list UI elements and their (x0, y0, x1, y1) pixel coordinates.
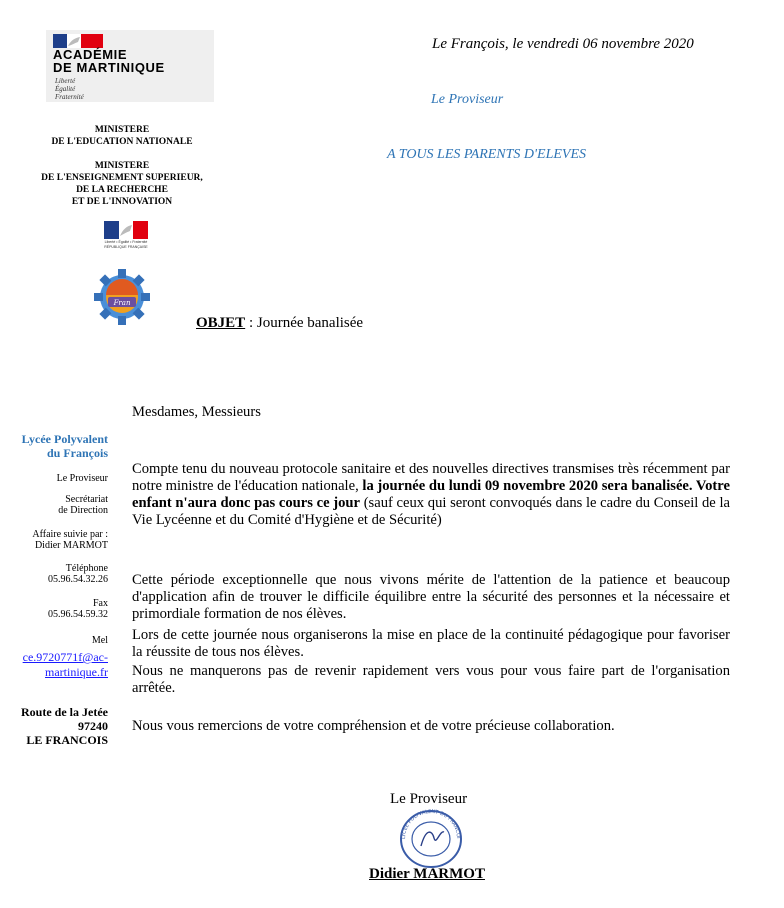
academy-logo (46, 30, 214, 102)
rf-caption: Liberté • Égalité • Fraternité RÉPUBLIQUE FRANÇAISE (104, 240, 148, 249)
recipient-title: A TOUS LES PARENTS D'ELEVES (387, 147, 587, 162)
marianne-flag-icon (53, 34, 103, 48)
place-and-date: Le François, le vendredi 06 novembre 2020 (432, 36, 694, 52)
svg-text:Fran: Fran (113, 299, 131, 307)
sidebar-email-link[interactable]: ce.9720771f@ac- martinique.fr (22, 650, 108, 679)
signatory-name: Didier MARMOT (369, 866, 485, 882)
sender-title: Le Proviseur (431, 92, 504, 107)
ministry-education: MINISTERE DE L'EDUCATION NATIONALE (51, 125, 193, 147)
sidebar-fax: Fax 05.96.54.59.32 (48, 598, 108, 620)
letter-greeting: Mesdames, Messieurs (132, 404, 261, 420)
signature-title: Le Proviseur (390, 791, 468, 807)
ministry-higher-education: MINISTERE DE L'ENSEIGNEMENT SUPERIEUR, DE LA RECHERCHE ET DE L'INNOVATION (41, 161, 203, 207)
academy-name: ACADÉMIE DE MARTINIQUE (53, 47, 165, 75)
rf-flag-icon (104, 221, 148, 239)
republique-francaise-logo (104, 221, 148, 253)
letter-paragraph-3: Lors de cette journée nous organiserons la mise en place de la continuité pédagogique pour favoriser la réussite de tous nos élèves. (132, 627, 730, 660)
letter-paragraph-5: Nous vous remercions de votre compréhension et de votre précieuse collaboration. (132, 718, 615, 734)
sidebar-role: Le Proviseur (56, 473, 108, 484)
sidebar-secretariat: Secrétariat de Direction (58, 494, 108, 516)
sidebar-mail-label: Mel (91, 635, 108, 646)
letter-paragraph-2: Cette période exceptionnelle que nous vivons mérite de l'attention de la patience et beaucoup d'application afin de trouver le difficile équilibre entre la sécurité des personnes et la nécessaire et primordiale formation de nos élèves. (132, 572, 730, 622)
sidebar-followed-by: Affaire suivie par : Didier MARMOT (32, 529, 108, 551)
subject-label: OBJET (196, 315, 246, 331)
letter-paragraph-1: Compte tenu du nouveau protocole sanitaire et des nouvelles directives transmises très récemment par notre ministre de l'éducation nationale, la journée du lundi 09 novembre 2020 sera banalisée. Votre enfant n'aura donc pas cours ce jour (sauf ceux qui seront convoqués dans le cadre du Conseil de la Vie Lycéenne et du Comité d'Hygiène et de Sécurité) (132, 461, 730, 528)
letter-paragraph-4: Nous ne manquerons pas de revenir rapidement vers vous pour vous faire part de l'organisation arrêtée. (132, 663, 730, 696)
sidebar-phone: Téléphone 05.96.54.32.26 (48, 563, 108, 585)
academy-motto: Liberté Égalité Fraternité (55, 77, 84, 101)
subject-text: : Journée banalisée (245, 315, 364, 331)
sidebar-address: Route de la Jetée 97240 LE FRANCOIS (21, 705, 108, 747)
school-name: Lycée Polyvalent du François (21, 432, 108, 460)
subject-line (196, 315, 363, 332)
school-gear-logo-icon (92, 268, 152, 326)
official-stamp-icon (396, 808, 466, 870)
svg-text:LYCEE POLYVALENT DU FRANCOIS: LYCEE POLYVALENT DU FRANCOI (400, 808, 462, 840)
